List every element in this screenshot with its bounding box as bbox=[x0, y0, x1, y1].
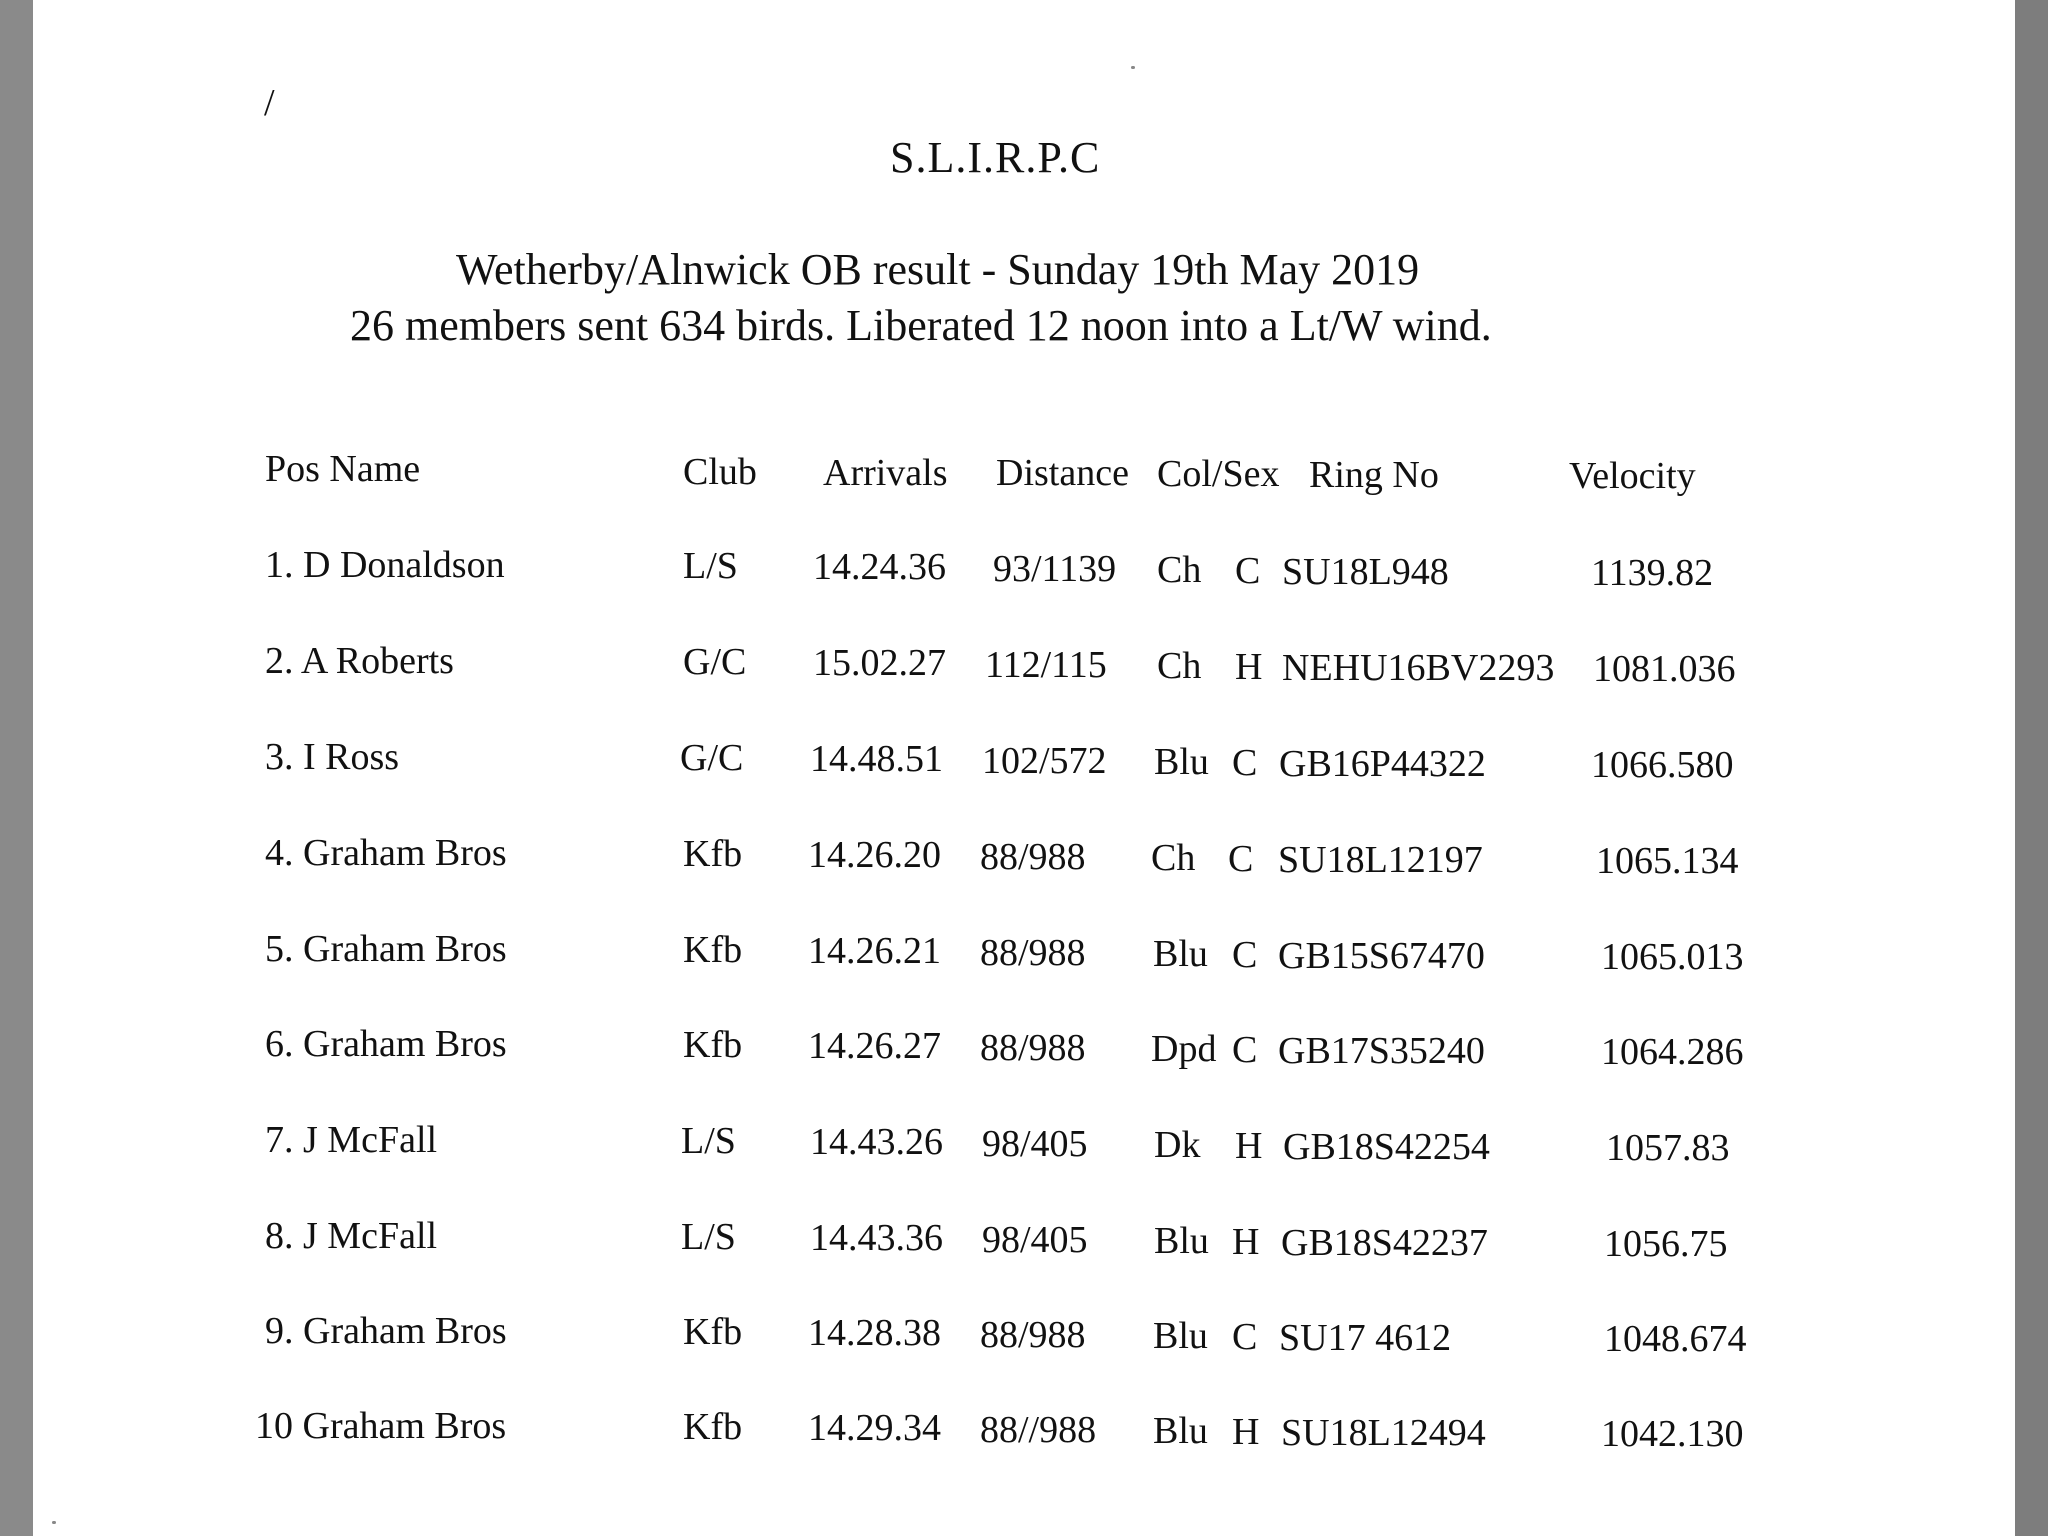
header-distance: Distance bbox=[996, 452, 1129, 494]
row-arrival: 14.24.36 bbox=[813, 546, 946, 589]
row-ring-no: SU18L948 bbox=[1282, 551, 1449, 594]
row-ring-no: NEHU16BV2293 bbox=[1282, 647, 1555, 690]
row-distance: 88/988 bbox=[980, 835, 1086, 878]
row-pos-name: 4. Graham Bros bbox=[265, 832, 507, 874]
row-arrival: 14.26.21 bbox=[808, 930, 941, 973]
row-pos-name: 10 Graham Bros bbox=[255, 1405, 507, 1447]
row-velocity: 1064.286 bbox=[1601, 1031, 1744, 1074]
row-distance: 112/115 bbox=[985, 643, 1107, 686]
header-pos-name: Pos Name bbox=[265, 448, 421, 490]
row-distance: 93/1139 bbox=[993, 547, 1117, 590]
row-sex: H bbox=[1232, 1411, 1260, 1453]
row-club: Kfb bbox=[683, 1311, 743, 1354]
row-ring-no: GB18S42237 bbox=[1281, 1222, 1488, 1265]
header-velocity: Velocity bbox=[1569, 455, 1696, 497]
row-ring-no: SU18L12494 bbox=[1281, 1412, 1486, 1455]
row-colour: Blu bbox=[1153, 1409, 1208, 1452]
row-velocity: 1042.130 bbox=[1601, 1413, 1744, 1456]
row-colour: Blu bbox=[1153, 1314, 1208, 1357]
row-club: L/S bbox=[681, 1120, 736, 1163]
row-ring-no: GB16P44322 bbox=[1279, 743, 1486, 786]
row-distance: 88/988 bbox=[980, 1313, 1086, 1356]
corner-mark: / bbox=[264, 82, 275, 124]
header-col-sex: Col/Sex bbox=[1157, 453, 1280, 495]
details-line: 26 members sent 634 birds. Liberated 12 noon into a Lt/W wind. bbox=[350, 301, 1492, 350]
header-arrivals: Arrivals bbox=[823, 452, 948, 494]
race-line: Wetherby/Alnwick OB result - Sunday 19th May 2019 bbox=[456, 245, 1420, 294]
row-velocity: 1065.134 bbox=[1596, 840, 1739, 883]
row-sex: C bbox=[1235, 550, 1261, 592]
row-ring-no: SU17 4612 bbox=[1279, 1317, 1452, 1360]
row-distance: 88//988 bbox=[980, 1408, 1097, 1451]
row-arrival: 14.48.51 bbox=[810, 738, 943, 781]
row-colour: Ch bbox=[1151, 836, 1196, 879]
row-sex: H bbox=[1232, 1221, 1260, 1263]
row-sex: C bbox=[1232, 934, 1258, 976]
row-colour: Blu bbox=[1154, 1219, 1209, 1262]
row-arrival: 14.26.20 bbox=[808, 834, 941, 877]
document-title: S.L.I.R.P.C bbox=[890, 133, 1101, 182]
row-pos-name: 8. J McFall bbox=[265, 1215, 438, 1257]
row-pos-name: 3. I Ross bbox=[265, 736, 400, 778]
row-arrival: 15.02.27 bbox=[813, 642, 946, 685]
row-arrival: 14.43.36 bbox=[810, 1217, 943, 1260]
row-pos-name: 6. Graham Bros bbox=[265, 1023, 507, 1065]
row-distance: 98/405 bbox=[982, 1218, 1088, 1261]
row-velocity: 1139.82 bbox=[1591, 552, 1714, 595]
row-arrival: 14.43.26 bbox=[810, 1121, 943, 1164]
scan-speck bbox=[52, 1521, 56, 1524]
row-velocity: 1048.674 bbox=[1604, 1318, 1747, 1361]
row-ring-no: SU18L12197 bbox=[1278, 839, 1483, 882]
row-club: Kfb bbox=[683, 1024, 743, 1067]
row-distance: 102/572 bbox=[982, 739, 1107, 782]
row-sex: H bbox=[1235, 646, 1263, 688]
row-club: Kfb bbox=[683, 833, 743, 876]
row-ring-no: GB15S67470 bbox=[1278, 935, 1485, 978]
row-arrival: 14.29.34 bbox=[808, 1407, 941, 1450]
row-velocity: 1065.013 bbox=[1601, 936, 1744, 979]
row-velocity: 1081.036 bbox=[1593, 648, 1736, 691]
row-sex: C bbox=[1232, 1029, 1258, 1071]
row-club: G/C bbox=[680, 737, 744, 780]
row-club: L/S bbox=[683, 545, 738, 588]
row-sex: C bbox=[1228, 838, 1254, 880]
row-colour: Blu bbox=[1154, 740, 1209, 783]
row-pos-name: 1. D Donaldson bbox=[265, 544, 505, 586]
row-colour: Ch bbox=[1157, 644, 1202, 687]
row-pos-name: 5. Graham Bros bbox=[265, 928, 507, 970]
row-sex: C bbox=[1232, 742, 1258, 784]
scan-speck bbox=[1131, 66, 1135, 69]
header-club: Club bbox=[683, 451, 757, 493]
row-colour: Ch bbox=[1157, 548, 1202, 591]
row-distance: 98/405 bbox=[982, 1122, 1088, 1165]
header-ring-no: Ring No bbox=[1309, 454, 1439, 496]
row-velocity: 1057.83 bbox=[1606, 1127, 1730, 1170]
row-distance: 88/988 bbox=[980, 931, 1086, 974]
row-club: G/C bbox=[683, 641, 747, 684]
row-colour: Blu bbox=[1153, 932, 1208, 975]
row-velocity: 1056.75 bbox=[1604, 1223, 1728, 1266]
row-club: Kfb bbox=[683, 929, 743, 972]
row-ring-no: GB18S42254 bbox=[1283, 1126, 1490, 1169]
row-velocity: 1066.580 bbox=[1591, 744, 1734, 787]
row-pos-name: 7. J McFall bbox=[265, 1119, 438, 1161]
row-pos-name: 9. Graham Bros bbox=[265, 1310, 507, 1352]
row-club: Kfb bbox=[683, 1406, 743, 1449]
row-colour: Dk bbox=[1154, 1123, 1201, 1166]
row-colour: Dpd bbox=[1151, 1027, 1217, 1070]
row-sex: H bbox=[1235, 1125, 1263, 1167]
row-ring-no: GB17S35240 bbox=[1278, 1030, 1485, 1073]
row-arrival: 14.26.27 bbox=[808, 1025, 941, 1068]
page-edge bbox=[2015, 0, 2048, 1536]
row-club: L/S bbox=[681, 1216, 736, 1259]
row-sex: C bbox=[1232, 1316, 1258, 1358]
row-arrival: 14.28.38 bbox=[808, 1312, 941, 1355]
row-pos-name: 2. A Roberts bbox=[265, 640, 454, 682]
row-distance: 88/988 bbox=[980, 1026, 1086, 1069]
